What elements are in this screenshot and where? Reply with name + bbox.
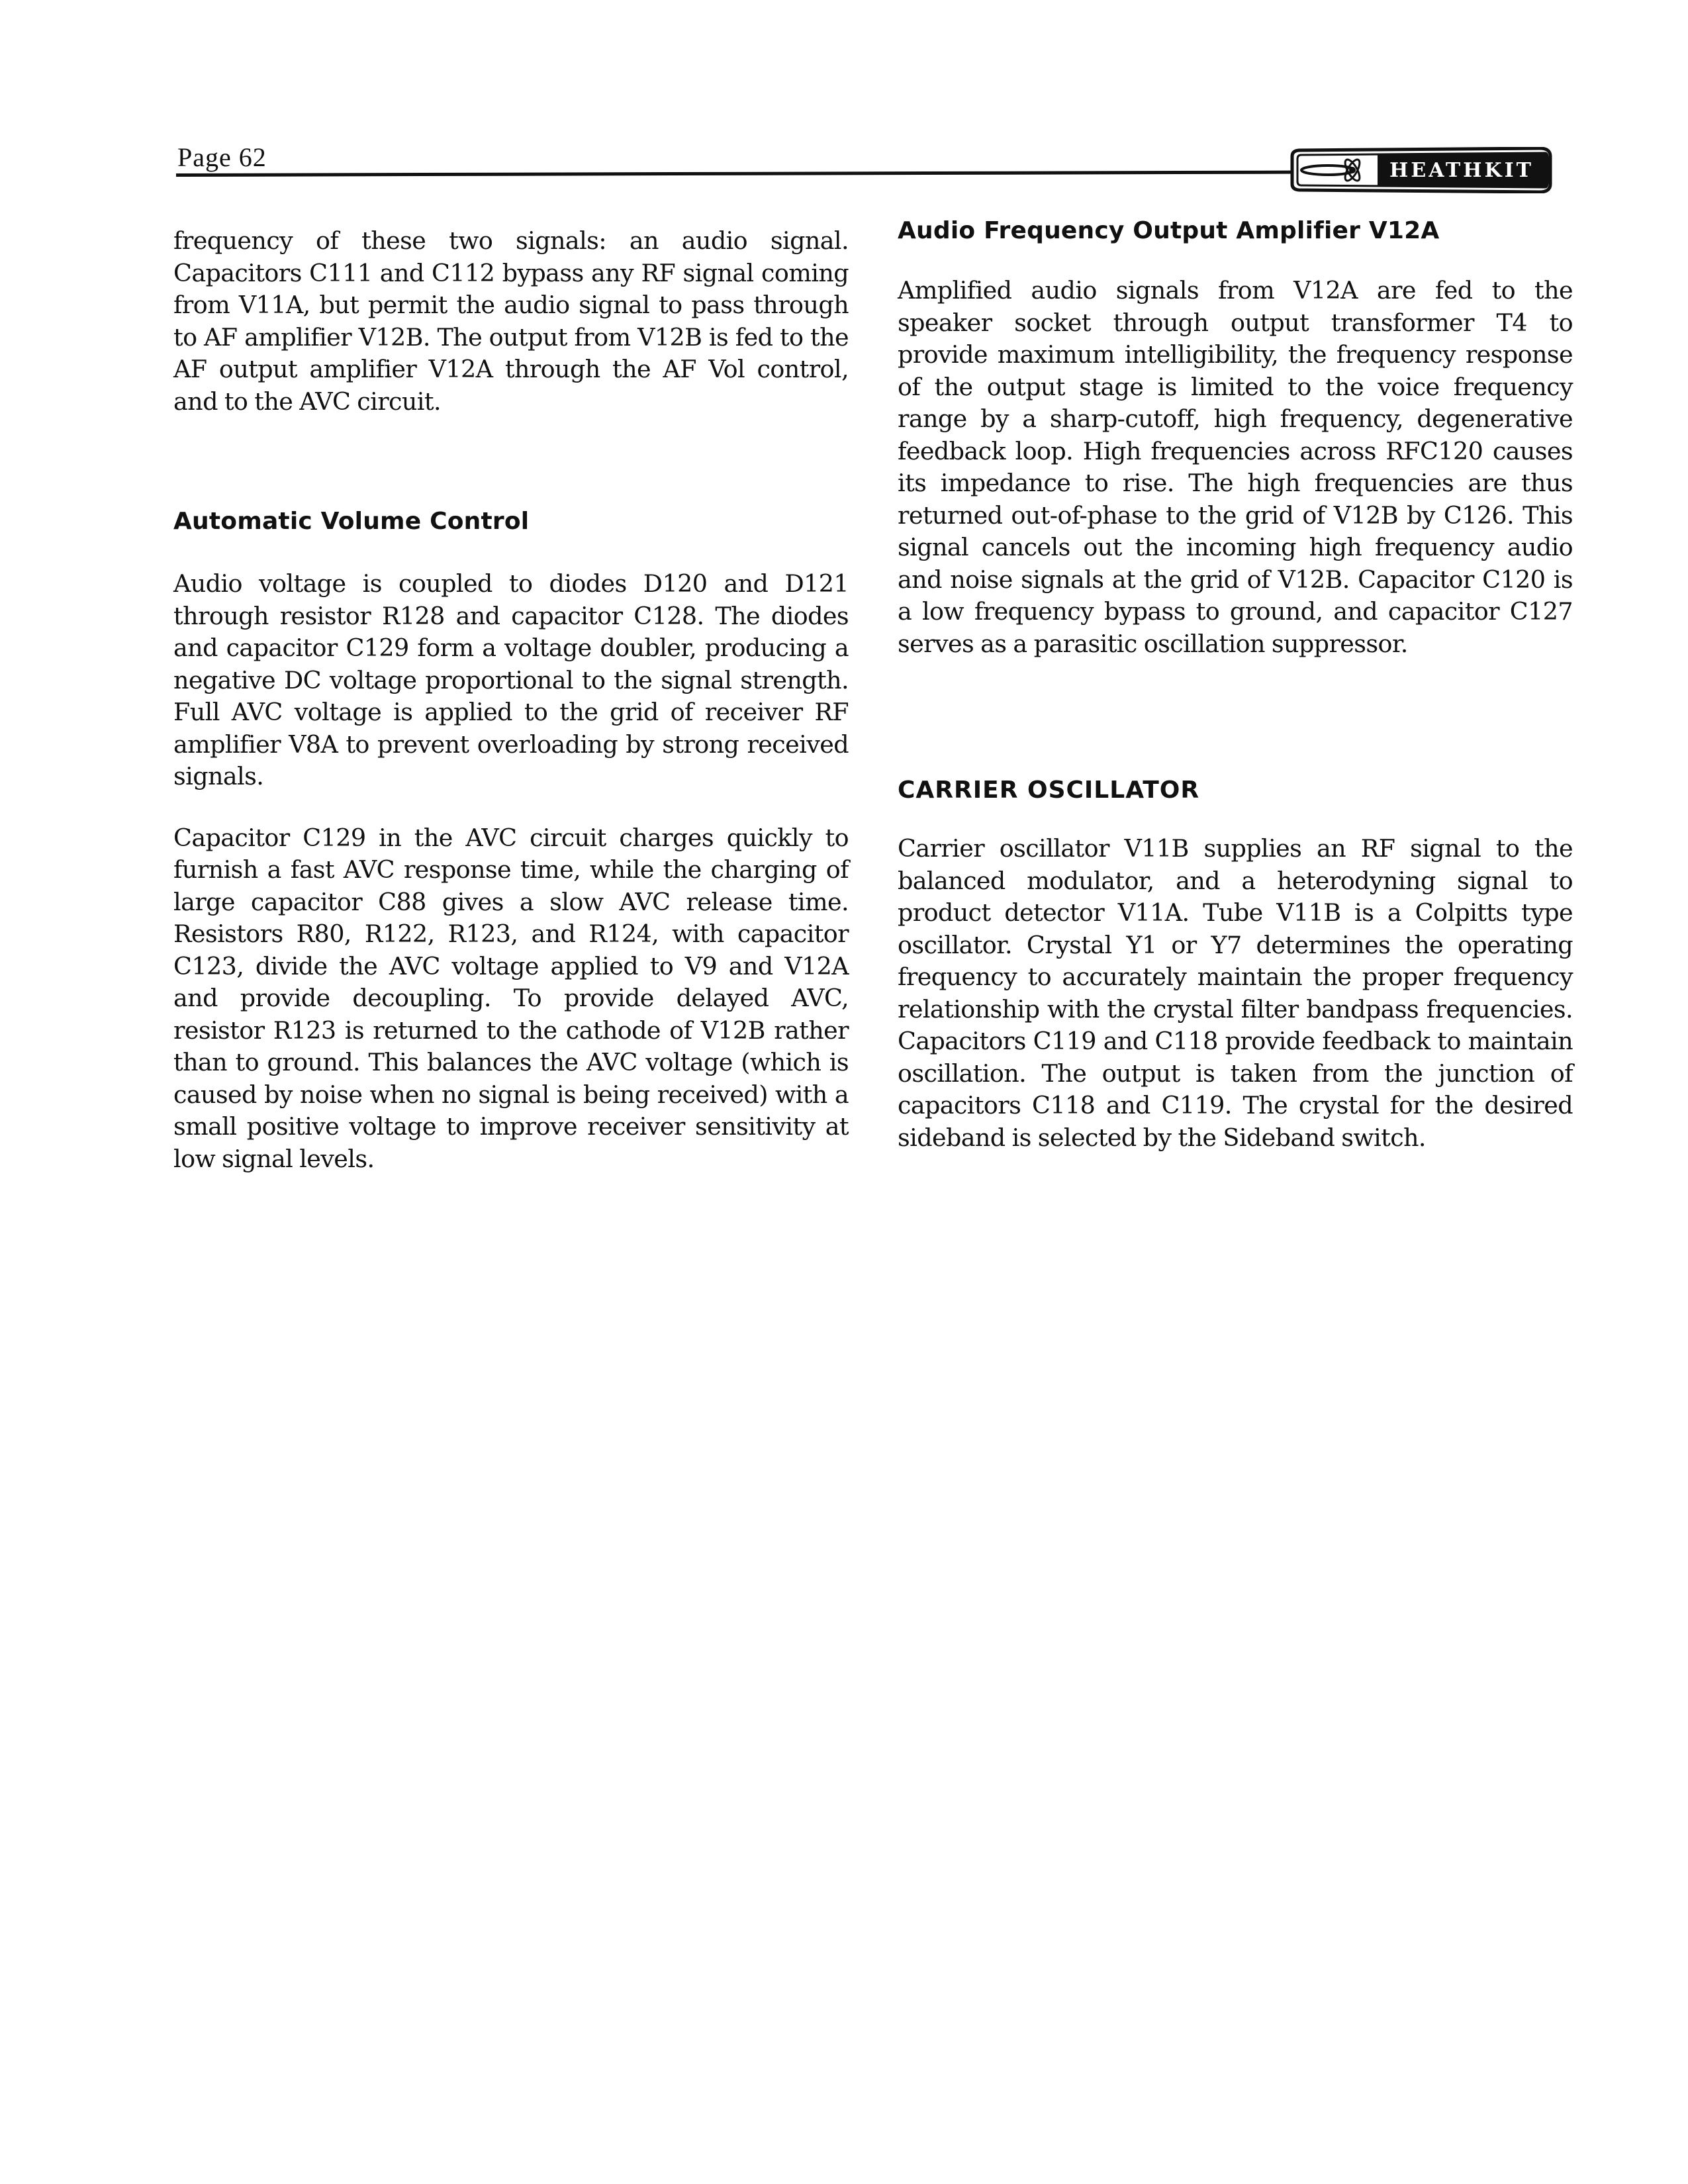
section-heading-af-output: Audio Frequency Output Amplifier V12A xyxy=(898,217,1440,244)
right-column xyxy=(898,217,1573,1154)
avc-paragraph-1: Audio voltage is coupled to diodes D120 and D121 through resistor R128 and capacitor C128. The diodes and capacitor C129 form a voltage doubler, producing a negative DC voltage proportional to the signal strength. Full AVC voltage is applied to the grid of receiver RF amplifier V8A to prevent overloading by strong received signals. xyxy=(173,569,849,790)
header-rule xyxy=(176,171,1301,177)
intro-paragraph: frequency of these two signals: an audio signal. Capacitors C111 and C112 bypass any RF signal coming from V11A, but permit the audio signal to pass through to AF amplifier V12B. The output from V12B is fed to the AF output amplifier V12A through the AF Vol control, and to the AVC circuit. xyxy=(173,226,849,416)
heathkit-logo xyxy=(1288,147,1553,193)
logo-text: HEATHKIT xyxy=(1389,159,1534,182)
af-output-paragraph: Amplified audio signals from V12A are fed to the speaker socket through output transformer T4 to provide maximum intelligibility, the frequency response of the output stage is limited to the voice frequency range by a sharp-cutoff, high frequency, degenerative feedback loop. High frequencies across RFC120 causes its impedance to rise. The high frequencies are thus returned out-of-phase to the grid of V12B by C126. This signal cancels out the incoming high frequency audio and noise signals at the grid of V12B. Capacitor C120 is a low frequency bypass to ground, and capacitor C127 serves as a parasitic oscillation suppressor. xyxy=(898,276,1573,658)
carrier-oscillator-paragraph: Carrier oscillator V11B supplies an RF signal to the balanced modulator, and a heterodyning signal to product detector V11A. Tube V11B is a Colpitts type oscillator. Crystal Y1 or Y7 determines the operating frequency to accurately maintain the proper frequency relationship with the crystal filter bandpass frequencies. Capacitors C119 and C118 provide feedback to maintain oscillation. The output is taken from the junction of capacitors C118 and C119. The crystal for the desired sideband is selected by the Sideband switch. xyxy=(898,834,1573,1152)
section-heading-avc: Automatic Volume Control xyxy=(173,508,530,535)
section-heading-carrier-oscillator: CARRIER OSCILLATOR xyxy=(898,777,1200,804)
left-column xyxy=(173,225,849,1175)
page-number: Page 62 xyxy=(177,142,267,172)
avc-paragraph-2: Capacitor C129 in the AVC circuit charges quickly to furnish a fast AVC response time, while the charging of large capacitor C88 gives a slow AVC release time. Resistors R80, R122, R123, and R124, with capacitor C123, divide the AVC voltage applied to V9 and V12A and provide decoupling. To provide delayed AVC, resistor R123 is returned to the cathode of V12B rather than to ground. This balances the AVC voltage (which is caused by noise when no signal is being received) with a small positive voltage to improve receiver sensitivity at low signal levels. xyxy=(173,823,849,1173)
